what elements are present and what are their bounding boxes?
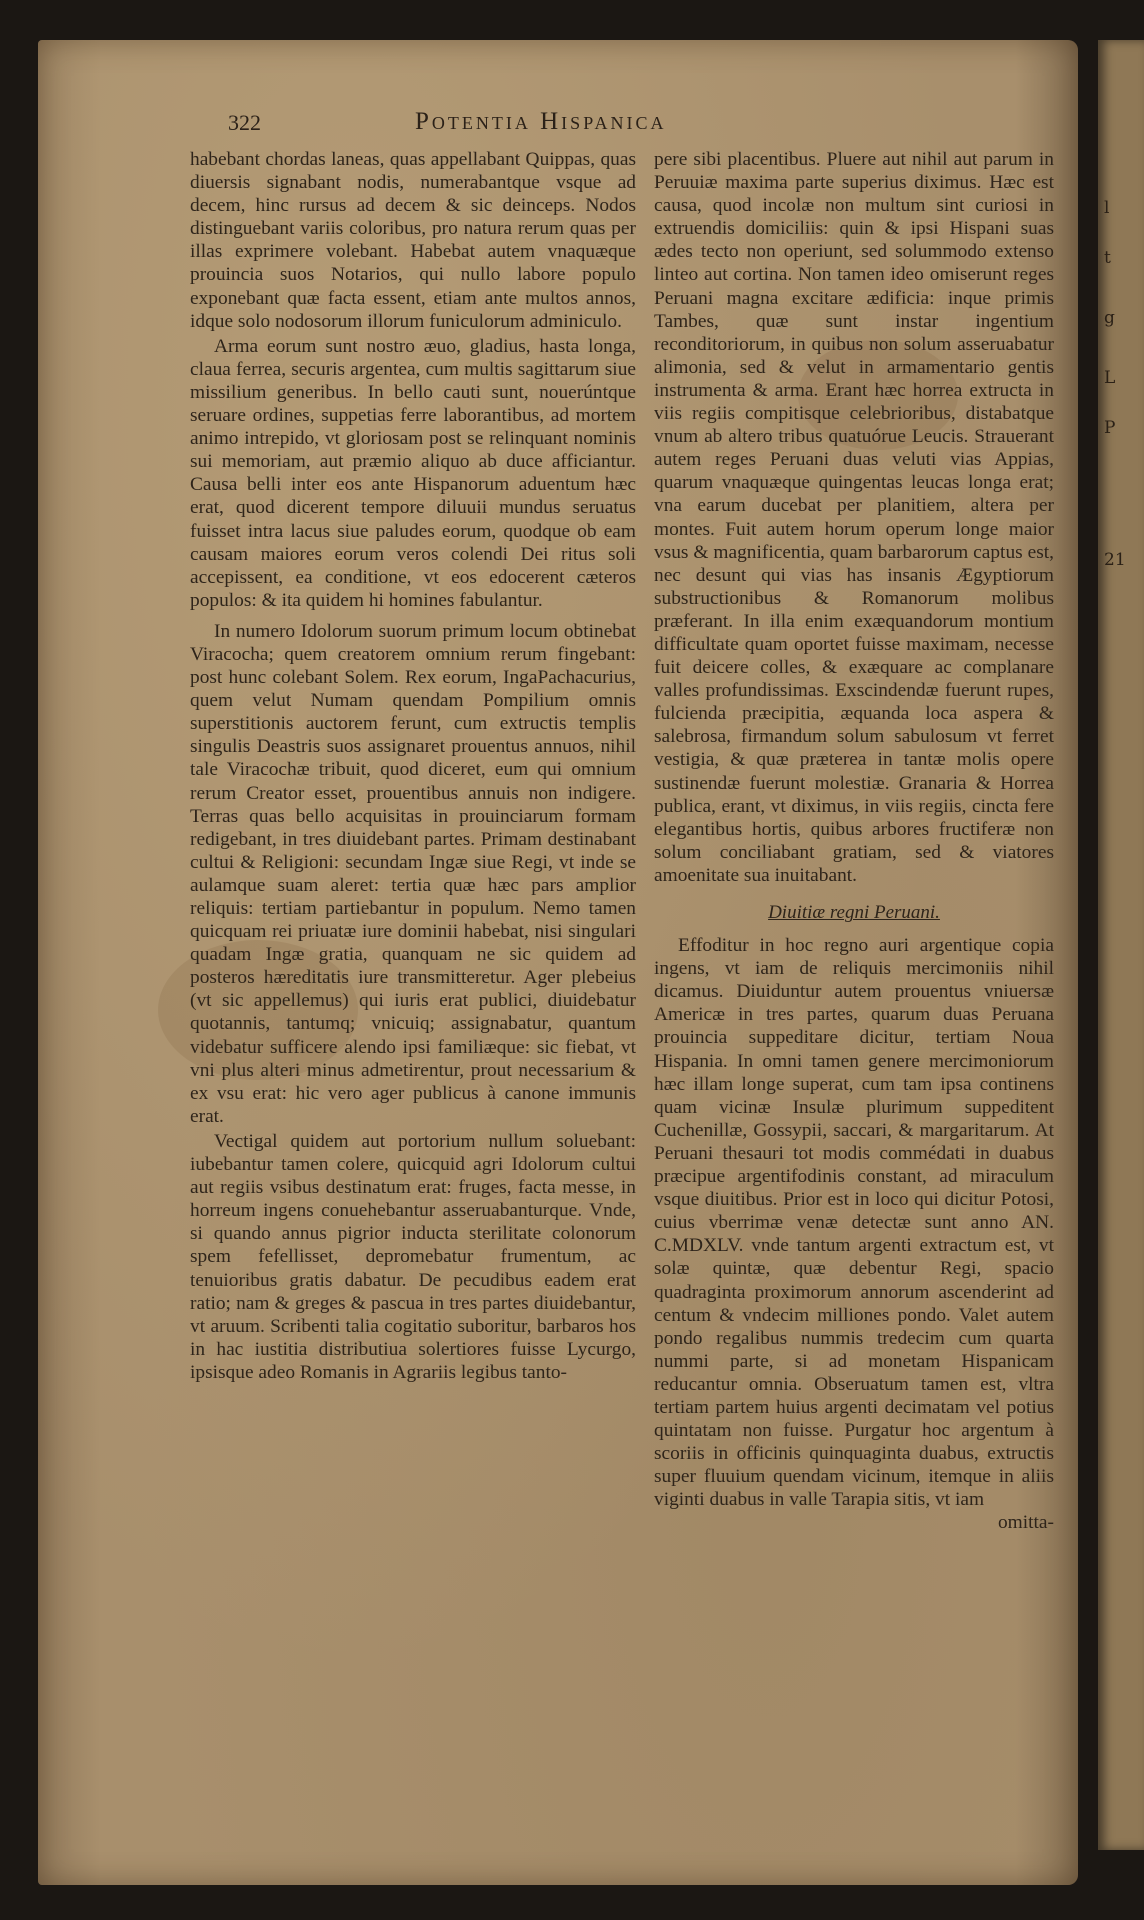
right-text-column [654, 148, 1054, 1535]
adjacent-page-fragment: L [1104, 368, 1116, 388]
catchword: omitta- [997, 1512, 1054, 1534]
paragraph: habebant chordas laneas, quas appellabant Quippas, quas diuersis signabant nodis, numerabantque vsque ad decem, hinc rursus ad decem & sic deinceps. Nodos distinguebant variis coloribus, pro natura rerum quas per illas exprimere volebant. Habebat autem vnaquæque prouincia suos Notarios, qui nullo labore populo exponebant quæ facta essent, etiam ante multos annos, idque solo nodosorum illorum funiculorum adminiculo. [190, 149, 636, 332]
adjacent-page-fragment: 21 [1104, 550, 1126, 570]
adjacent-page-edge [1098, 40, 1144, 1850]
running-title: Potentia Hispanica [415, 108, 667, 135]
adjacent-page-fragment: P [1104, 418, 1116, 438]
adjacent-page-fragment: l [1104, 198, 1110, 218]
adjacent-page-fragment: t [1104, 248, 1111, 268]
section-title: Diuitiæ regni Peruani. [768, 902, 940, 923]
left-text-column [190, 148, 636, 1384]
page-number: 322 [228, 110, 261, 135]
adjacent-page-fragment: g [1104, 308, 1115, 328]
paragraph: Effoditur in hoc regno auri argentique copia ingens, vt iam de reliquis mercimoniis nihil dicamus. Diuiduntur autem prouentus vniuersæ Americæ in tres partes, quarum duas Peruana prouincia suppeditare dicitur, tertiam Noua Hispania. In omni tamen genere mercimoniorum hæc illam longe superat, cum tam ipsa continens quam vicinæ Insulæ plurimum suppeditent Cuchenillæ, Gossypii, saccari, & margaritarum. At Peruani thesauri tot modis commédati in duabus præcipue argentifodinis constant, ad miraculum vsque diuitibus. Prior est in loco qui dicitur Potosi, cuius vberrimæ venæ detectæ sunt anno AN. C.MDXLV. vnde tantum argenti extractum est, vt solæ quintæ, quæ debentur Regi, spacio quadraginta proximorum annorum ascenderint ad centum & vndecim milliones pondo. Valet autem pondo regalibus nummis tredecim cum quarta nummi parte, si ad monetam Hispanicam reducantur omnia. Obseruatum tamen est, vltra tertiam partem huius argenti decimatam vel potius quintatam non fuisse. Purgatur hoc argentum à scoriis in officinis quinquaginta duabus, extructis super fluuium quendam vicinum, itemque in aliis viginti duabus in valle Tarapia sitis, vt iam [654, 935, 1054, 1511]
paragraph: Vectigal quidem aut portorium nullum soluebant: iubebantur tamen colere, quicquid agri Idolorum cultui aut regiis vsibus destinatum erat: fruges, facta messe, in horreum ingens conuehebantur asseruabanturque. Vnde, si quando annus pigrior inducta sterilitate colonorum spem fefellisset, depromebatur frumentum, ac tenuioribus gratis dabatur. De pecudibus eadem erat ratio; nam & greges & pascua in tres partes diuidebantur, vt aruum. Scribenti talia cogitatio suboritur, barbaros hos in hac iustitia distributiua solertiores fuisse Lycurgo, ipsisque adeo Romanis in Agrariis legibus tanto- [190, 1130, 636, 1383]
paragraph: pere sibi placentibus. Pluere aut nihil aut parum in Peruuiæ maxima parte superius diximus. Hæc est causa, quod incolæ non multum sint curiosi in extruendis domiciliis: quin & ipsi Hispani suas ædes tecto non operiunt, sed solummodo extenso linteo aut cortina. Non tamen ideo omiserunt reges Peruani magna excitare ædificia: inque primis Tambes, quæ sunt instar ingentium reconditoriorum, in quibus non solum asseruabatur alimonia, sed & velut in armamentario gentis instrumenta & arma. Erant hæc horrea extructa in viis regiis compitisque celebrioribus, distabatque vnum ab altero tribus quatuórue Leucis. Strauerant autem reges Peruani duas veluti vias Appias, quarum vnaquæque quingentas leucas longa erat; vna earum ducebat per planitiem, altera per montes. Fuit autem horum operum longe maior vsus & magnificentia, quam barbarorum captus est, nec desunt qui vias has insanis Ægyptiorum substructionibus & Romanorum molibus præferant. In illa enim exæquandorum montium difficultate quam oportet fuisse maximam, necesse fuit deicere colles, & exæquare ac complanare valles profundissimas. Exscindendæ fuerunt rupes, fulcienda præcipitia, æquanda loca aspera & salebrosa, firmandum solum sabulosum vt ferret vestigia, & quæ præterea in tantæ molis opere sustinendæ fuerunt molestiæ. Granaria & Horrea publica, erant, vt diximus, in viis regiis, cincta fere elegantibus hortis, quibus arbores fructiferæ non solum conciliabant gratiam, sed & viatores amoenitate sua inuitabant. [654, 149, 1054, 886]
paragraph: In numero Idolorum suorum primum locum obtinebat Viracocha; quem creatorem omnium rerum fingebant: post hunc colebant Solem. Rex eorum, IngaPachacurius, quem velut Numam quendam Pompilium omnis superstitionis auctorem ferunt, cum extructis templis singulis Deastris suos assignaret prouentus annuos, nihil tale Viracochæ tribuit, quod diceret, eum qui omnium rerum Creator esset, prouentibus annuis non indigere. Terras quas bello acquisitas in prouinciarum formam redigebant, in tres diuidebant partes. Primam destinabant cultui & Religioni: secundam Ingæ siue Regi, vt inde se aulamque suam aleret: tertia quæ hæc pars amplior reliquis: tertiam partiebantur in populum. Nemo tamen quicquam rei priuatæ iure dominii habebat, nisi singulari quadam Ingæ gratia, quanquam ne sic quidem ad posteros hæreditatis iure transmitteretur. Ager plebeius (vt sic appellemus) qui iuris erat publici, diuidebatur quotannis, tantumq; vnicuiq; assignabatur, quantum videbatur sufficere alendo ipsi familiæque: sic fiebat, vt vni plus alteri minus admetirentur, prout necessarium & ex vsu erat: hic vero ager publicus à canone immunis erat. [190, 620, 636, 1127]
paragraph: Arma eorum sunt nostro æuo, gladius, hasta longa, claua ferrea, securis argentea, cum multis sagittarum siue missilium generibus. In bello cauti sunt, nouerúntque seruare ordines, suppetias ferre laborantibus, ad mortem animo intrepido, vt gloriosam post se relinquant nominis sui memoriam, aut præmio aliquo ab duce afficiantur. Causa belli inter eos ante Hispanorum aduentum hæc erat, quod dicerent tempore diluuii mundus seruatus fuisset intra lacus siue paludes eorum, quodque ob eam causam maiores eorum veros colendi Dei ritus soli accepissent, ea conditione, vt eos edocerent cæteros populos: & ita quidem hi homines fabulantur. [190, 335, 636, 611]
